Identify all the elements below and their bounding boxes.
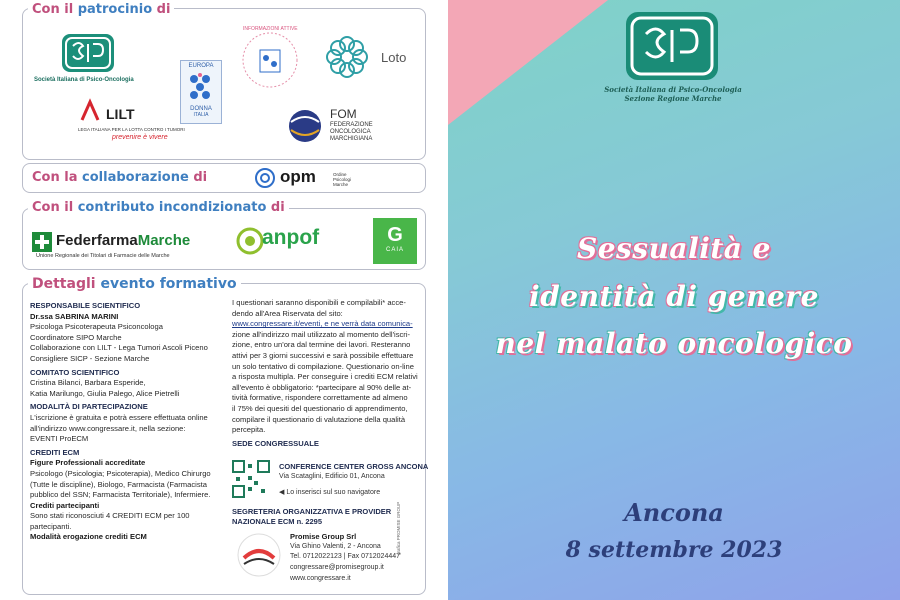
detail-heading: RESPONSABILE SCIENTIFICO: [30, 301, 141, 310]
detail-line: il 75% dei quesiti del questionario di apprendimento,: [232, 403, 408, 413]
detail-heading: SEDE CONGRESSUALE: [232, 438, 319, 448]
anpof-name: anpof: [262, 226, 320, 249]
europa-pattern-icon: [186, 71, 216, 101]
cover-logo-line1: Società Italiana di Psico-Oncologia: [604, 85, 742, 94]
lilt-sub: LEGA ITALIANA PER LA LOTTA CONTRO I TUMORI: [78, 127, 185, 132]
detail-link-line: www.congressare.it/eventi, e ne verrà data comunica-: [232, 319, 413, 329]
pink-corner-decoration: [448, 0, 608, 125]
arrow-left-icon: ◀: [279, 489, 287, 496]
federfarma-name: FederfarmaMarche: [56, 232, 191, 249]
detail-heading: CREDITI ECM: [30, 447, 80, 457]
sipo-name: Società Italiana di Psico-Oncologia: [34, 77, 134, 83]
detail-bold-line: Figure Professionali accreditate: [30, 458, 146, 468]
sipo-logo-icon: [60, 32, 116, 74]
detail-line: (Tutte le discipline), Biologo, Farmacista (Farmacista: [30, 479, 207, 489]
detail-line: Coordinatore SIPO Marche: [30, 332, 122, 342]
donna-label: DONNA: [190, 106, 212, 112]
loto-name: Loto: [381, 50, 407, 65]
opm-sub: Ordine Psicologi Marche: [333, 172, 352, 187]
fom-sub-2: ONCOLOGICA: [330, 129, 371, 135]
sipo-cover-logo-icon: [624, 10, 720, 82]
detail-line: a risposta multipla. Per conseguire i crediti ECM relativi: [232, 372, 418, 382]
detail-bold-line: Dr.ssa SABRINA MARINI: [30, 311, 119, 321]
side-credit: grafica PROMISE GROUP: [396, 501, 401, 555]
europa-label: EUROPA: [188, 63, 214, 69]
detail-line: dendo all'Area Riservata del sito:: [232, 308, 343, 318]
sede-address: Via Scataglini, Edificio 01, Ancona: [279, 473, 385, 480]
badge-text: INFORMAZIONI ATTIVE: [243, 26, 298, 32]
fom-name: FOM: [330, 107, 357, 121]
cover-title-line-2: identità di genere: [529, 280, 819, 313]
detail-line: I questionari saranno disponibili e compilabili* acce-: [232, 298, 406, 307]
lilt-tagline: prevenire è vivere: [112, 134, 168, 141]
detail-line: Consigliere SICP - Sezione Marche: [30, 353, 150, 363]
promise-phone: Tel. 0712022123 | Fax 0712024447: [290, 553, 401, 560]
detail-line: Cristina Bilanci, Barbara Esperide,: [30, 378, 146, 388]
detail-line: tività formative, rispondere correttamente ad almeno: [232, 393, 408, 403]
dettagli-col-left: [30, 298, 226, 543]
qr-code-icon: [231, 459, 271, 499]
detail-bold-line: Modalità erogazione crediti ECM: [30, 532, 147, 542]
detail-bold-line: Crediti partecipanti: [30, 500, 100, 510]
detail-line: attivi per 3 giorni successivi e sarà possibile effettuare: [232, 350, 414, 360]
detail-line: Psicologo (Psicologia; Psicoterapia), Medico Chirurgo: [30, 468, 211, 478]
detail-heading: COMITATO SCIENTIFICO: [30, 367, 120, 377]
cover-title-line-3: nel malato oncologico: [495, 327, 853, 360]
detail-line: percepita.: [232, 425, 266, 435]
fom-logo-icon: [287, 108, 327, 144]
segreteria-title-2: NAZIONALE ECM n. 2295: [232, 517, 323, 526]
collaborazione-title: Con la collaborazione di: [32, 170, 208, 185]
lilt-logo-icon: [78, 98, 108, 124]
opm-logo-icon: [253, 167, 277, 189]
dettagli-col-right: [232, 298, 420, 449]
detail-line: zione all'indirizzo mail utilizzato al momento dell'iscri-: [232, 329, 411, 339]
cover-logo-line2: Sezione Regione Marche: [624, 94, 722, 103]
anpof-logo-icon: [236, 226, 264, 256]
detail-line: zione, entro un'ora dal termine dei lavori. Resteranno: [232, 340, 411, 350]
detail-line: EVENTI ProECM: [30, 434, 89, 444]
fom-sub-1: FEDERAZIONE: [330, 122, 373, 128]
detail-line: Katia Marilungo, Giulia Palego, Alice Pietrelli: [30, 388, 180, 398]
caia-logo: [373, 218, 417, 264]
cover-title-line-1: Sessualità e: [577, 232, 771, 265]
detail-line: Sono stati riconosciuti 4 CREDITI ECM per 100: [30, 511, 190, 521]
promise-address: Via Ghino Valenti, 2 - Ancona: [290, 543, 381, 550]
detail-heading: MODALITÀ DI PARTECIPAZIONE: [30, 402, 148, 412]
detail-line: L'iscrizione è gratuita e potrà essere effettuata online: [30, 412, 208, 422]
detail-line: Psicologa Psicoterapeuta Psiconcologa: [30, 322, 163, 332]
detail-line: all'indirizzo www.congressare.it, nella sezione:: [30, 423, 186, 433]
cover-page: [448, 0, 900, 600]
navigator-hint: ◀ Lo inserisci sul suo navigatore: [279, 489, 381, 496]
segreteria-title-1: SEGRETERIA ORGANIZZATIVA E PROVIDER: [232, 507, 392, 516]
caia-name: CAIA: [385, 247, 404, 253]
promise-name: Promise Group Srl: [290, 532, 357, 541]
federfarma-cross-icon: [32, 232, 52, 252]
detail-line: all'evento è obbligatorio: *partecipare al 90% delle at-: [232, 382, 412, 392]
cover-date: 8 settembre 2023: [565, 537, 783, 563]
sede-name: CONFERENCE CENTER GROSS ANCONA: [279, 462, 429, 471]
italia-label: ITALIA: [193, 112, 209, 118]
europa-donna-logo: [180, 60, 222, 124]
detail-line: Collaborazione con LILT - Lega Tumori Ascoli Piceno: [30, 343, 208, 353]
caia-g-icon: G: [387, 224, 403, 246]
lilt-name: LILT: [106, 106, 135, 122]
detail-line: pubblico del SSN; Farmacista Territoriale), Infermiere.: [30, 490, 211, 500]
federfarma-sub: Unione Regionale dei Titolari di Farmacie delle Marche: [36, 253, 170, 259]
cover-city: Ancona: [624, 498, 724, 527]
informazioni-badge-icon: [240, 30, 300, 90]
promise-website: www.congressare.it: [290, 575, 351, 582]
promise-email: congressare@promisegroup.it: [290, 564, 384, 571]
opm-name: opm: [280, 167, 316, 186]
congressare-logo-icon: [236, 532, 282, 578]
fom-sub-3: MARCHIGIANA: [330, 136, 373, 142]
left-page: [0, 0, 438, 600]
detail-line: partecipanti.: [30, 521, 72, 531]
loto-logo-icon: [322, 32, 372, 82]
dettagli-title: Dettagli evento formativo: [28, 276, 241, 292]
detail-line: compilare il questionario di valutazione della qualità: [232, 414, 406, 424]
detail-line: un solo tentativo di compilazione. Questionario on-line: [232, 361, 414, 371]
contributo-title: Con il contributo incondizionato di: [28, 200, 289, 215]
patrocinio-title: Con il patrocinio di: [28, 2, 174, 17]
